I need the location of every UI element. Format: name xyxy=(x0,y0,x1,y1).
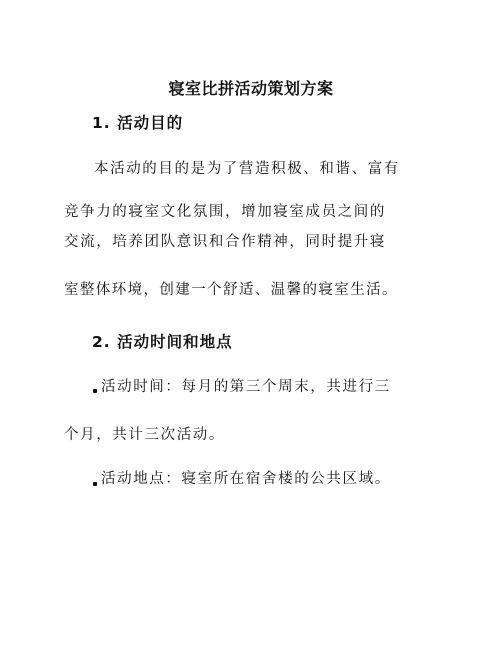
bullet-dot-icon xyxy=(93,389,97,393)
document-title: 寝室比拼活动策划方案 xyxy=(168,79,334,98)
section-heading-time-place: 2. 活动时间和地点 xyxy=(92,333,233,351)
purpose-paragraph-line-1: 本活动的目的是为了营造积极、和谐、富有 xyxy=(94,161,400,177)
section-heading-purpose: 1. 活动目的 xyxy=(92,114,184,132)
bullet-dot-icon xyxy=(93,482,97,486)
purpose-paragraph-line-2: 竞争力的寝室文化氛围，增加寝室成员之间的 xyxy=(64,204,386,220)
bullet-place-line-1: 活动地点：寝室所在宿舍楼的公共区域。 xyxy=(101,471,391,487)
bullet-time-line-2: 个月，共计三次活动。 xyxy=(64,427,225,443)
bullet-time-line-1: 活动时间：每月的第三个周末，共进行三 xyxy=(101,379,391,395)
purpose-paragraph-line-3: 交流，培养团队意识和合作精神，同时提升寝 xyxy=(64,234,386,250)
purpose-paragraph-line-4: 室整体环境，创建一个舒适、温馨的寝室生活。 xyxy=(64,282,398,298)
